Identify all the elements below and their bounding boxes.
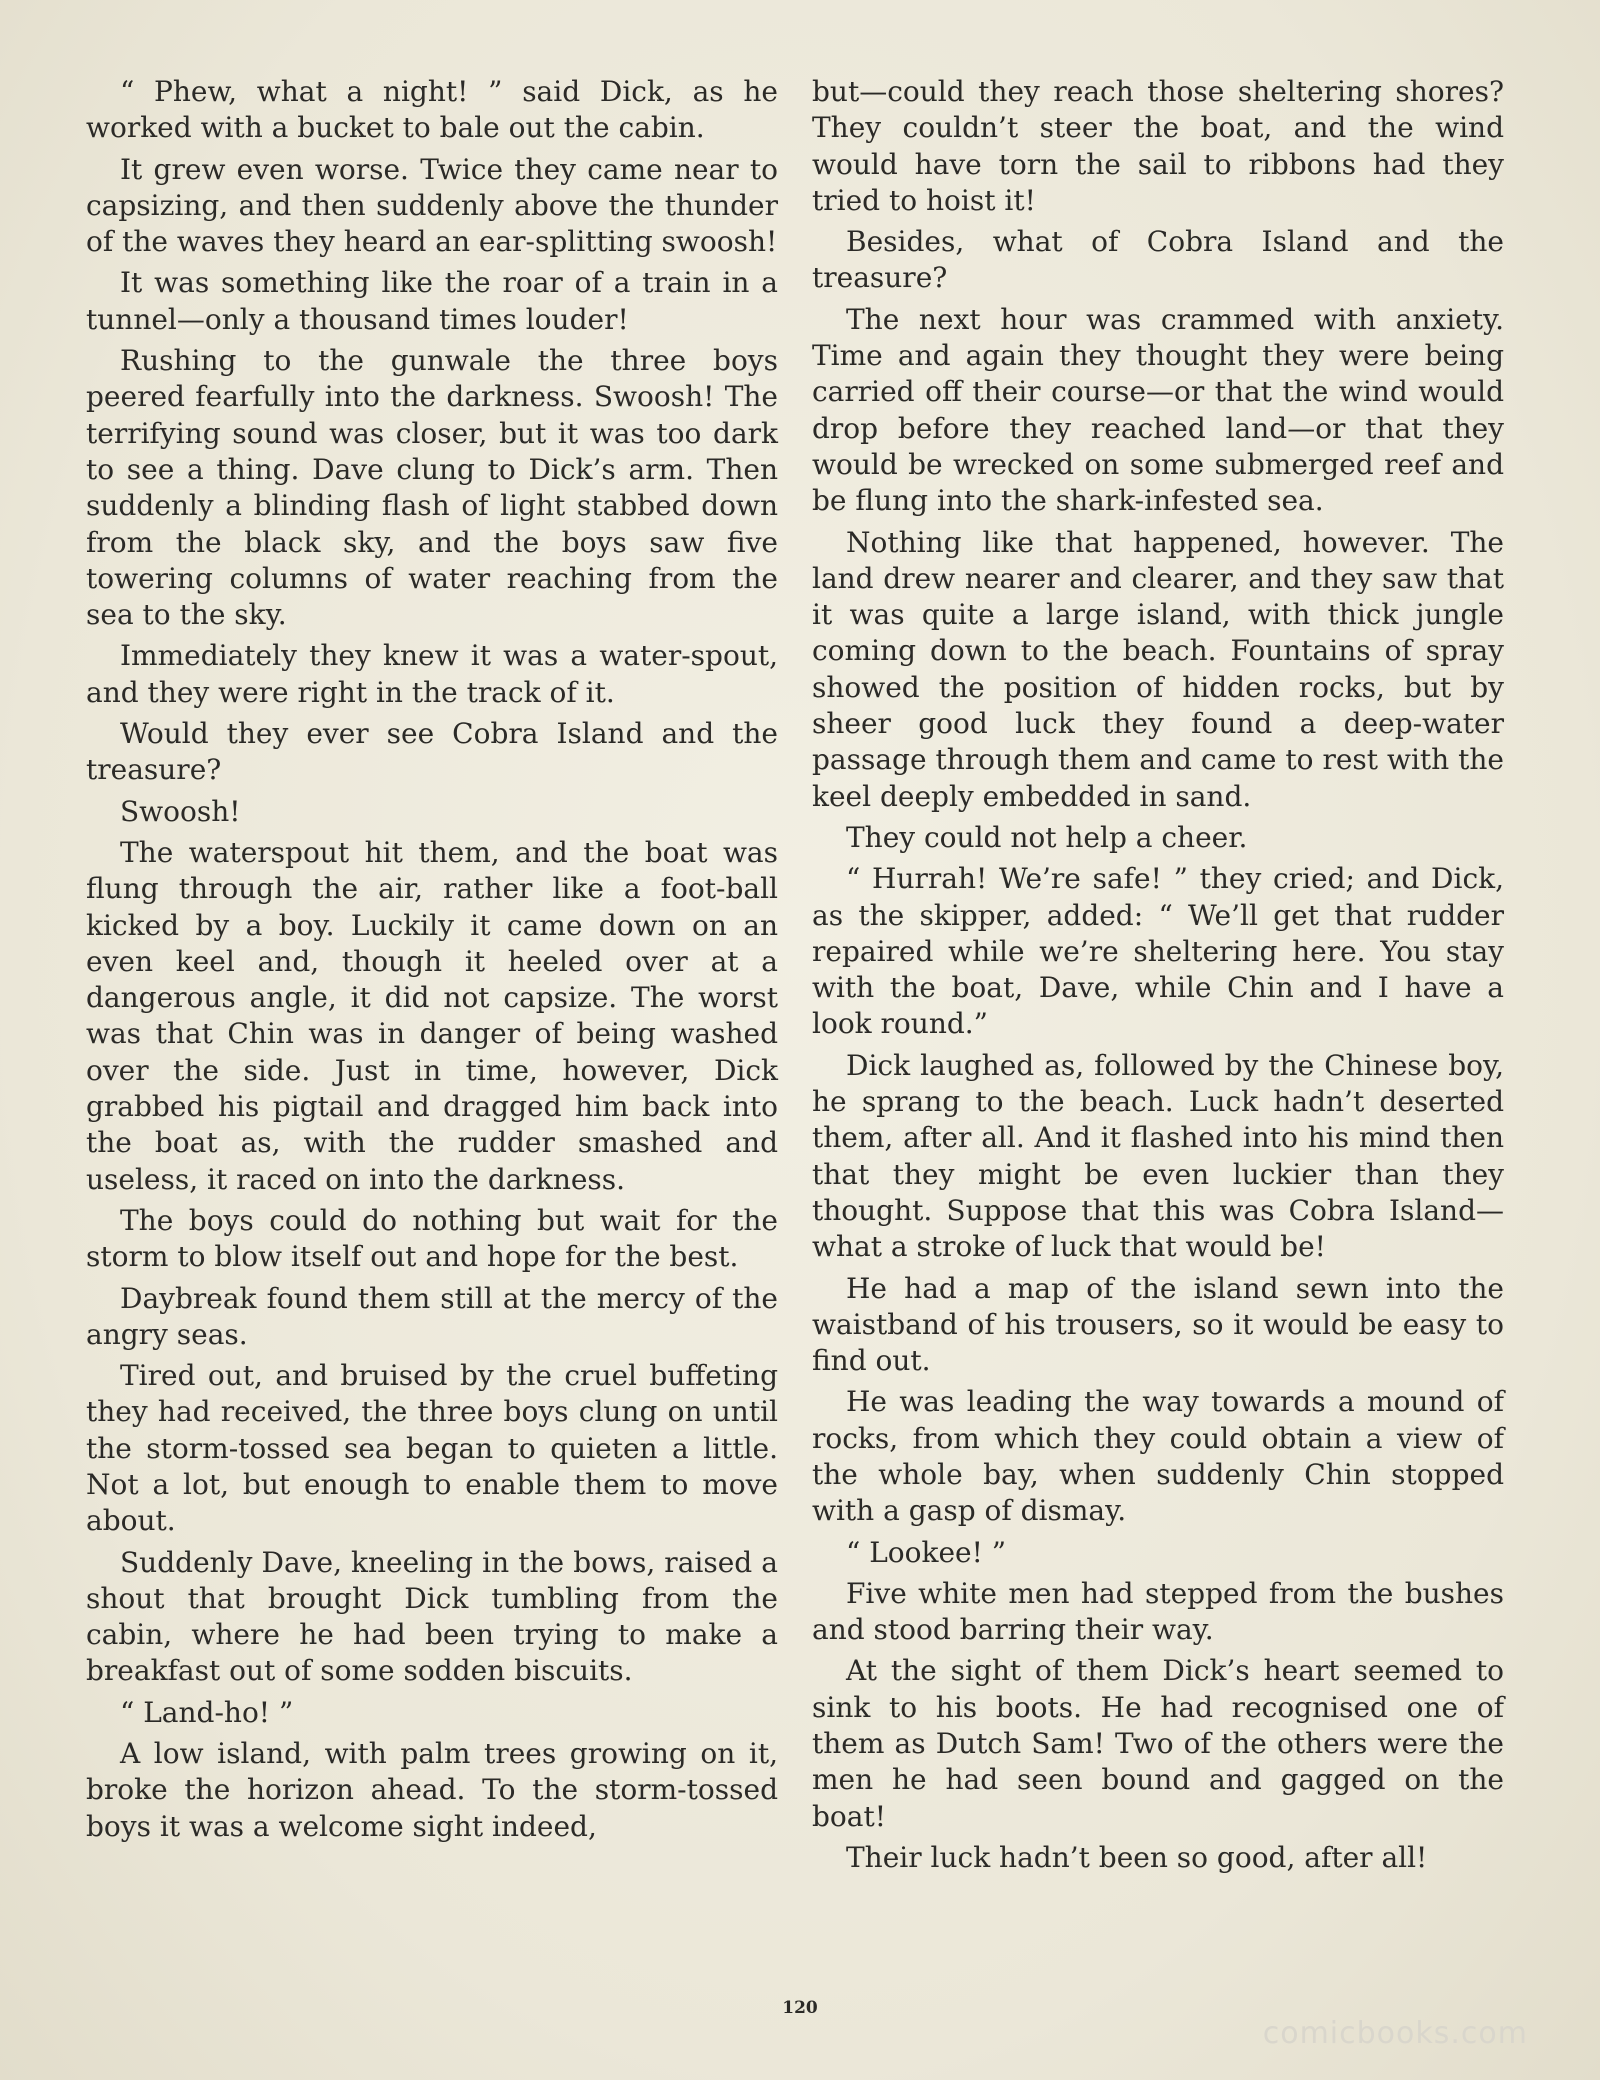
paragraph: Immediately they knew it was a water-spout, and they were right in the track of it. xyxy=(86,639,778,709)
paragraph: A low island, with palm trees growing on it, broke the horizon ahead. To the storm-tossed boys it was a welcome sight indeed, xyxy=(86,1737,778,1843)
paragraph: “ Hurrah! We’re safe! ” they cried; and Dick, as the skipper, added: “ We’ll get that rudder repaired while we’re sheltering here. You stay with the boat, Dave, while Chin and I have a look round.” xyxy=(812,862,1504,1041)
paragraph: Their luck hadn’t been so good, after all! xyxy=(846,1840,1428,1874)
watermark: comicbooks.com xyxy=(1262,2016,1528,2051)
paragraph: It grew even worse. Twice they came near to capsizing, and then suddenly above the thunder of the waves they heard an ear-splitting swoosh! xyxy=(86,152,778,259)
paragraph: Nothing like that happened, however. The land drew nearer and clearer, and they saw that it was quite a large island, with thick jungle coming down to the beach. Fountains of spray showed the position of hidden rocks, but by sheer good luck they found a deep-water passage through them and came to rest with the keel deeply embedded in sand. xyxy=(812,525,1504,813)
paragraph: At the sight of them Dick’s heart seemed to sink to his boots. He had recognised one of them as Dutch Sam! Two of the others were the men he had seen bound and gagged on the boat! xyxy=(812,1654,1504,1833)
paragraph: but—could they reach those sheltering shores? They couldn’t steer the boat, and the wind would have torn the sail to ribbons had they tried to hoist it! xyxy=(812,75,1504,217)
paragraph: Daybreak found them still at the mercy of the angry seas. xyxy=(86,1281,778,1351)
paragraph: “ Phew, what a night! ” said Dick, as he worked with a bucket to bale out the cabin. xyxy=(86,75,778,145)
paragraph: Besides, what of Cobra Island and the treasure? xyxy=(812,225,1504,295)
paragraph: The waterspout hit them, and the boat was flung through the air, rather like a foot-ball kicked by a boy. Luckily it came down on an even keel and, though it heeled over at a dangerous angle, it did not capsize. The worst was that Chin was in danger of being washed over the side. Just in time, however, Dick grabbed his pigtail and dragged him back into the boat as, with the rudder smashed and useless, it raced on into the darkness. xyxy=(86,835,778,1196)
paragraph: It was something like the roar of a train in a tunnel—only a thousand times louder! xyxy=(86,266,778,336)
paragraph: The next hour was crammed with anxiety. Time and again they thought they were being carried off their course—or that the wind would drop before they reached land—or that they would be wrecked on some submerged reef and be flung into the shark-infested sea. xyxy=(812,302,1504,518)
paragraph: Swoosh! xyxy=(120,794,241,828)
paragraph: They could not help a cheer. xyxy=(846,820,1248,854)
paragraph: Rushing to the gunwale the three boys peered fearfully into the darkness. Swoosh! The terrifying sound was closer, but it was too dark to see a thing. Dave clung to Dick’s arm. Then suddenly a blinding flash of light stabbed down from the black sky, and the boys saw five towering columns of water reaching from the sea to the sky. xyxy=(86,344,778,632)
paragraph: Suddenly Dave, kneeling in the bows, raised a shout that brought Dick tumbling from the cabin, where he had been trying to make a breakfast out of some sodden biscuits. xyxy=(86,1545,778,1688)
paragraph: Dick laughed as, followed by the Chinese boy, he sprang to the beach. Luck hadn’t deserted them, after all. And it flashed into his mind then that they might be even luckier than they thought. Suppose that this was Cobra Island—what a stroke of luck that would be! xyxy=(812,1048,1504,1264)
paragraph: Five white men had stepped from the bushes and stood barring their way. xyxy=(812,1576,1504,1647)
paragraph: “ Land-ho! ” xyxy=(120,1695,294,1729)
paragraph: Tired out, and bruised by the cruel buffeting they had received, the three boys clung on until the storm-tossed sea began to quieten a little. Not a lot, but enough to enable them to move about. xyxy=(86,1359,778,1538)
paragraph: He was leading the way towards a mound of rocks, from which they could obtain a view of the whole bay, when suddenly Chin stopped with a gasp of dismay. xyxy=(812,1385,1504,1528)
paragraph: The boys could do nothing but wait for the storm to blow itself out and hope for the best. xyxy=(86,1203,778,1274)
left-text-column xyxy=(86,74,778,1850)
page-number: 120 xyxy=(782,1998,818,2018)
paragraph: “ Lookee! ” xyxy=(846,1535,1007,1569)
right-text-column xyxy=(812,74,1504,1881)
paragraph: Would they ever see Cobra Island and the treasure? xyxy=(86,717,778,787)
paragraph: He had a map of the island sewn into the waistband of his trousers, so it would be easy to find out. xyxy=(812,1271,1504,1378)
